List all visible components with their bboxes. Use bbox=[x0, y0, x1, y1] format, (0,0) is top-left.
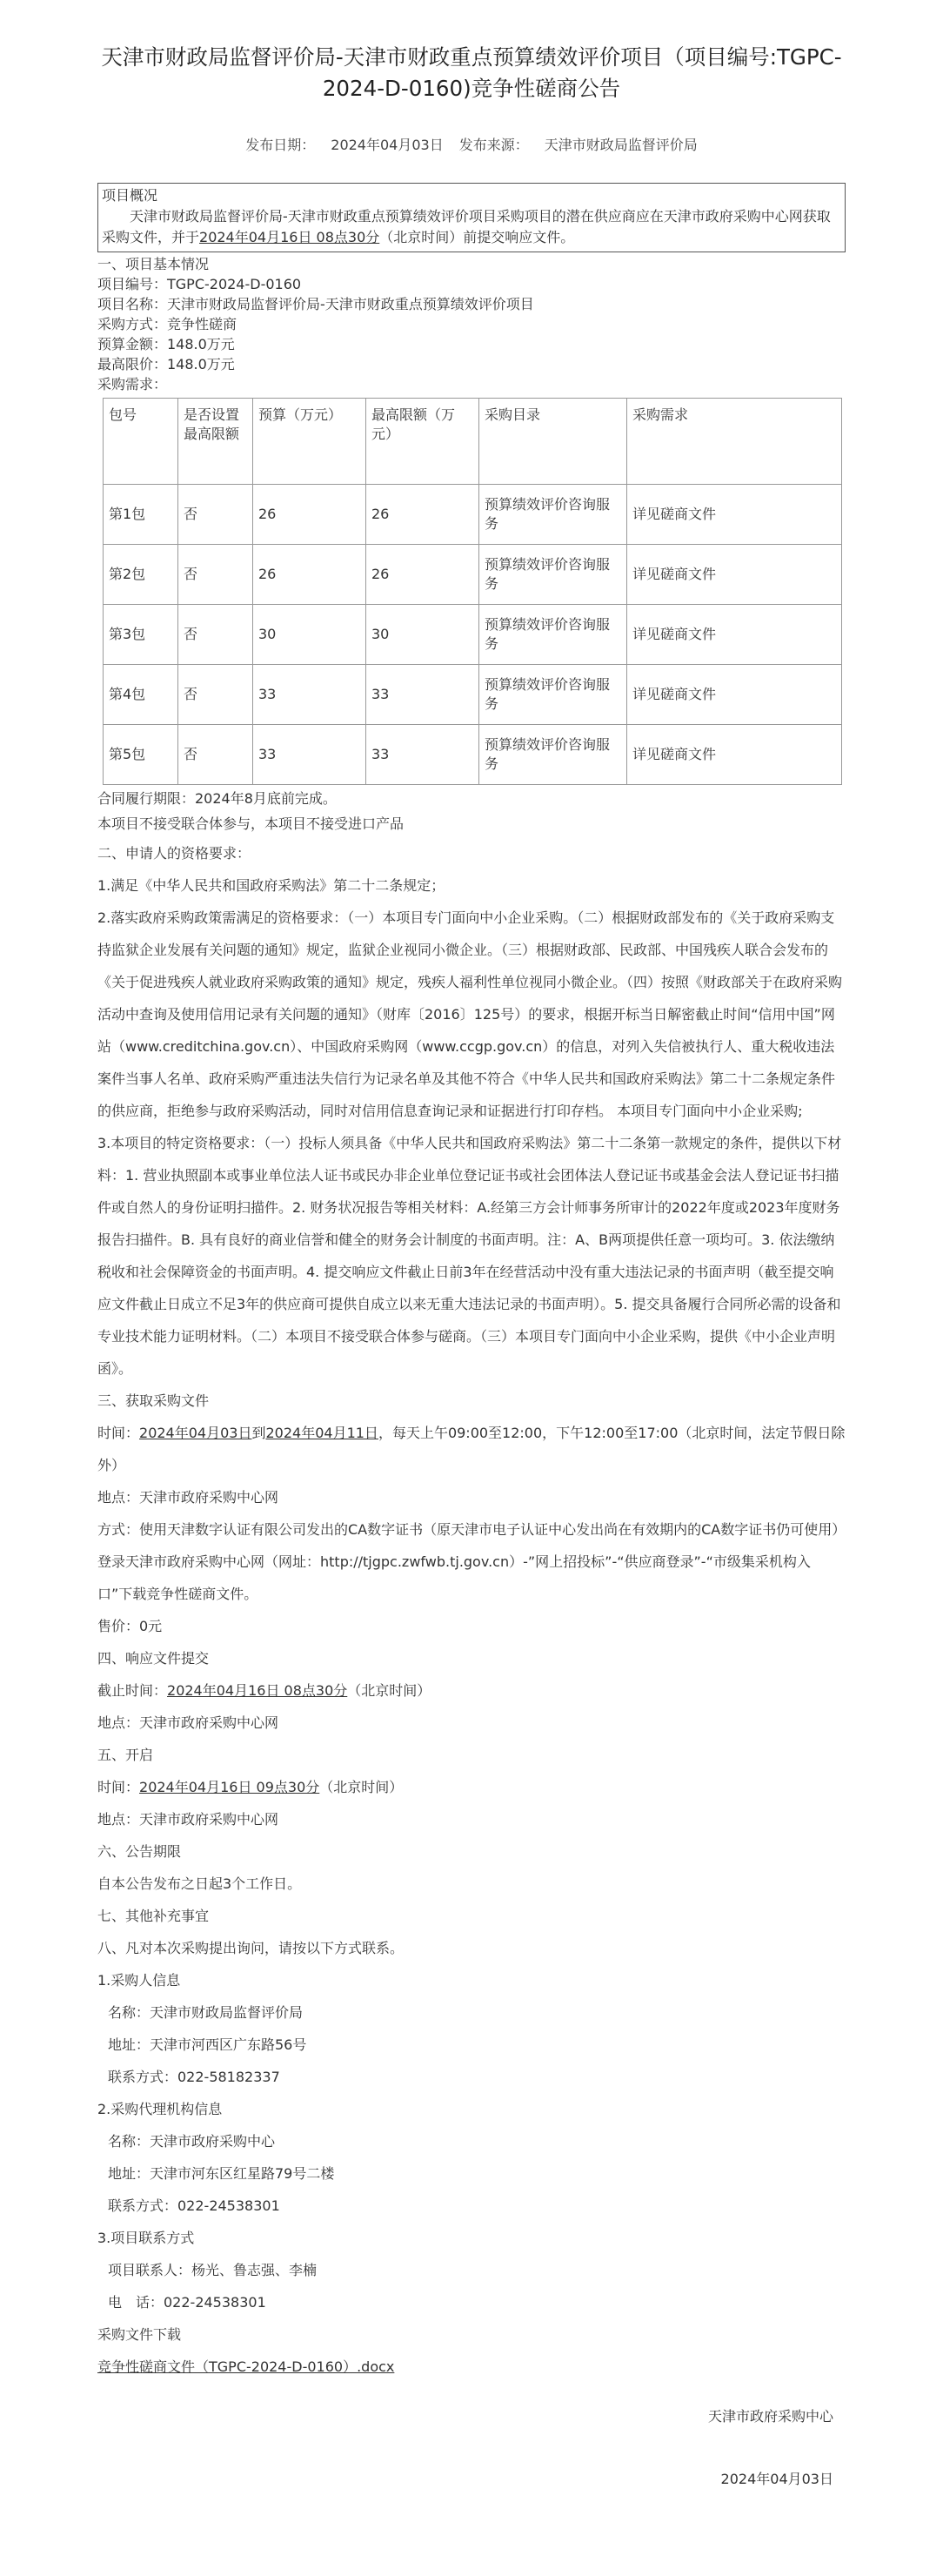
table-cell: 33 bbox=[366, 665, 479, 725]
section-heading: 二、申请人的资格要求： bbox=[97, 845, 251, 862]
table-cell: 详见磋商文件 bbox=[627, 725, 842, 785]
project-contact-people: 项目联系人：杨光、鲁志强、李楠 bbox=[108, 2262, 318, 2278]
table-cell: 33 bbox=[253, 665, 366, 725]
publish-meta bbox=[97, 136, 846, 155]
section-basic-info bbox=[97, 254, 846, 394]
table-header-cell: 最高限额（万元） bbox=[366, 399, 479, 485]
section-heading: 八、凡对本次采购提出询问，请按以下方式联系。 bbox=[97, 1940, 405, 1956]
agent-heading: 2.采购代理机构信息 bbox=[97, 2101, 223, 2117]
consortium-note: 本项目不接受联合体参与，本项目不接受进口产品 bbox=[97, 815, 405, 832]
table-cell: 第2包 bbox=[104, 545, 178, 605]
table-cell: 否 bbox=[178, 665, 253, 725]
submission-place: 地点：天津市政府采购中心网 bbox=[97, 1714, 279, 1731]
section-obtain-documents bbox=[97, 1385, 846, 1642]
table-header-row bbox=[104, 399, 842, 485]
section-opening bbox=[97, 1739, 846, 1835]
table-cell: 否 bbox=[178, 485, 253, 545]
table-cell: 详见磋商文件 bbox=[627, 665, 842, 725]
overview-heading: 项目概况 bbox=[102, 187, 158, 204]
table-cell: 详见磋商文件 bbox=[627, 545, 842, 605]
agent-address: 地址：天津市河东区红星路79号二楼 bbox=[108, 2165, 335, 2182]
budget-amount: 预算金额：148.0万元 bbox=[97, 336, 235, 352]
table-row bbox=[104, 485, 842, 545]
buyer-name: 名称：天津市财政局监督评价局 bbox=[108, 2004, 304, 2021]
publish-source: 发布来源： 天津市财政局监督评价局 bbox=[458, 137, 698, 153]
procurement-method: 采购方式：竞争性磋商 bbox=[97, 316, 237, 332]
section-heading: 三、获取采购文件 bbox=[97, 1392, 210, 1409]
table-cell: 33 bbox=[253, 725, 366, 785]
notice-period-text: 自本公告发布之日起3个工作日。 bbox=[97, 1875, 302, 1892]
agent-name: 名称：天津市政府采购中心 bbox=[108, 2133, 276, 2150]
footer-org: 天津市政府采购中心 bbox=[707, 2408, 833, 2425]
obtain-price: 售价：0元 bbox=[97, 1618, 163, 1634]
project-contact-phone: 电 话：022-24538301 bbox=[108, 2294, 266, 2311]
section-download bbox=[97, 2318, 846, 2383]
table-cell: 30 bbox=[253, 605, 366, 665]
footer-date: 2024年04月03日 bbox=[720, 2471, 833, 2487]
agent-phone: 联系方式：022-24538301 bbox=[108, 2197, 280, 2214]
table-cell: 30 bbox=[366, 605, 479, 665]
table-cell: 26 bbox=[366, 485, 479, 545]
table-row bbox=[104, 605, 842, 665]
section-qualification bbox=[97, 837, 846, 1385]
section-contact bbox=[97, 1932, 846, 2318]
max-price: 最高限价：148.0万元 bbox=[97, 356, 235, 372]
obtain-place: 地点：天津市政府采购中心网 bbox=[97, 1489, 279, 1506]
obtain-time: 时间：2024年04月03日到2024年04月11日，每天上午09:00至12:00，下午12:00至17:00（北京时间，法定节假日除外） bbox=[97, 1425, 846, 1473]
section-heading: 七、其他补充事宜 bbox=[97, 1908, 210, 1924]
notice-page bbox=[97, 0, 846, 2492]
table-header-cell: 包号 bbox=[104, 399, 178, 485]
table-cell: 26 bbox=[366, 545, 479, 605]
table-cell: 否 bbox=[178, 545, 253, 605]
table-cell: 否 bbox=[178, 605, 253, 665]
table-cell: 详见磋商文件 bbox=[627, 485, 842, 545]
table-cell: 详见磋商文件 bbox=[627, 605, 842, 665]
table-cell: 26 bbox=[253, 545, 366, 605]
project-name: 项目名称：天津市财政局监督评价局-天津市财政重点预算绩效评价项目 bbox=[97, 296, 534, 312]
project-number: 项目编号：TGPC-2024-D-0160 bbox=[97, 276, 302, 292]
page-title: 天津市财政局监督评价局-天津市财政重点预算绩效评价项目（项目编号:TGPC-2024-D-0160)竞争性磋商公告 bbox=[101, 44, 842, 101]
section-heading: 六、公告期限 bbox=[97, 1843, 182, 1860]
table-cell: 第3包 bbox=[104, 605, 178, 665]
table-row bbox=[104, 665, 842, 725]
table-cell: 第4包 bbox=[104, 665, 178, 725]
table-cell: 预算绩效评价咨询服务 bbox=[479, 485, 627, 545]
table-row bbox=[104, 545, 842, 605]
table-cell: 33 bbox=[366, 725, 479, 785]
section-heading: 五、开启 bbox=[97, 1747, 154, 1763]
procurement-needs-label: 采购需求： bbox=[97, 376, 168, 392]
table-cell: 26 bbox=[253, 485, 366, 545]
table-row bbox=[104, 725, 842, 785]
buyer-phone: 联系方式：022-58182337 bbox=[108, 2069, 280, 2085]
opening-time: 时间：2024年04月16日 09点30分（北京时间） bbox=[97, 1779, 404, 1795]
buyer-heading: 1.采购人信息 bbox=[97, 1972, 181, 1989]
table-cell: 预算绩效评价咨询服务 bbox=[479, 665, 627, 725]
table-header-cell: 采购需求 bbox=[627, 399, 842, 485]
section-heading: 一、项目基本情况 bbox=[97, 256, 210, 272]
qualification-item-1: 1.满足《中华人民共和国政府采购法》第二十二条规定； bbox=[97, 877, 445, 894]
table-header-cell: 是否设置最高限额 bbox=[178, 399, 253, 485]
section-heading: 四、响应文件提交 bbox=[97, 1650, 210, 1667]
table-cell: 预算绩效评价咨询服务 bbox=[479, 545, 627, 605]
table-cell: 第5包 bbox=[104, 725, 178, 785]
table-cell: 预算绩效评价咨询服务 bbox=[479, 725, 627, 785]
download-heading: 采购文件下载 bbox=[97, 2326, 182, 2343]
contract-period: 合同履行期限：2024年8月底前完成。 bbox=[97, 790, 337, 807]
qualification-item-3: 3.本项目的特定资格要求：（一）投标人须具备《中华人民共和国政府采购法》第二十二条第一款规定的条件，提供以下材料：1. 营业执照副本或事业单位法人证书或民办非企业单位登记证书或社会团体法人登记证书或基金会法人登记证书扫描件或自然人的身份证明扫描件。2. 财务状况报告等相关材料：A.经第三方会计师事务所审计的2022年度或2023年度财务报告扫描件。B. 具有良好的商业信誉和健全的财务会计制度的书面声明。注：A、B两项提供任意一项均可。3. 依法缴纳税收和社会保障资金的书面声明。4. 提交响应文件截止日前3年在经营活动中没有重大违法记录的书面声明（截至提交响应文件截止日成立不足3年的供应商可提供自成立以来无重大违法记录的书面声明）。5. 提交具备履行合同所必需的设备和专业技术能力证明材料。（二）本项目不接受联合体参与磋商。（三）本项目专门面向中小企业采购，提供《中小企业声明函》。 bbox=[97, 1135, 842, 1377]
overview-deadline: 2024年04月16日 08点30分 bbox=[199, 229, 380, 245]
table-header-cell: 采购目录 bbox=[479, 399, 627, 485]
download-item bbox=[97, 2351, 846, 2383]
submission-deadline: 截止时间：2024年04月16日 08点30分（北京时间） bbox=[97, 1682, 431, 1699]
section-notice-period bbox=[97, 1835, 846, 1900]
opening-place: 地点：天津市政府采购中心网 bbox=[97, 1811, 279, 1828]
section-submission bbox=[97, 1642, 846, 1739]
buyer-address: 地址：天津市河西区广东路56号 bbox=[108, 2036, 307, 2053]
obtain-method: 方式：使用天津数字认证有限公司发出的CA数字证书（原天津市电子认证中心发出尚在有效期内的CA数字证书仍可使用）登录天津市政府采购中心网（网址：http://tjgpc.zwfwb.tj.gov.cn）-”网上招投标”-“供应商登录”-“市级集采机构入口”下载竞争性磋商文件。 bbox=[97, 1521, 839, 1602]
table-cell: 第1包 bbox=[104, 485, 178, 545]
table-cell: 否 bbox=[178, 725, 253, 785]
table-cell: 预算绩效评价咨询服务 bbox=[479, 605, 627, 665]
publish-date: 发布日期： 2024年04月03日 bbox=[245, 137, 444, 153]
document-download-link[interactable]: 竞争性磋商文件（TGPC-2024-D-0160）.docx bbox=[97, 2358, 395, 2375]
table-header-cell: 预算（万元） bbox=[253, 399, 366, 485]
overview-text: 天津市财政局监督评价局-天津市财政重点预算绩效评价项目采购项目的潜在供应商应在天津市政府采购中心网获取采购文件，并于2024年04月16日 08点30分（北京时间）前提交响应文件。 bbox=[102, 208, 831, 245]
project-contact-heading: 3.项目联系方式 bbox=[97, 2230, 195, 2246]
section-other bbox=[97, 1900, 846, 1932]
package-table bbox=[103, 398, 842, 785]
qualification-item-2: 2.落实政府采购政策需满足的资格要求：（一）本项目专门面向中小企业采购。（二）根据财政部发布的《关于政府采购支持监狱企业发展有关问题的通知》规定，监狱企业视同小微企业。（三）根据财政部、民政部、中国残疾人联合会发布的《关于促进残疾人就业政府采购政策的通知》规定，残疾人福利性单位视同小微企业。（四）按照《财政部关于在政府采购活动中查询及使用信用记录有关问题的通知》（财库〔2016〕125号）的要求，根据开标当日解密截止时间“信用中国”网站（www.creditchina.gov.cn）、中国政府采购网（www.ccgp.gov.cn）的信息，对列入失信被执行人、重大税收违法案件当事人名单、政府采购严重违法失信行为记录名单及其他不符合《中华人民共和国政府采购法》第二十二条规定条件的供应商，拒绝参与政府采购活动，同时对信用信息查询记录和证据进行打印存档。 本项目专门面向中小企业采购; bbox=[97, 909, 843, 1119]
project-overview-box bbox=[97, 183, 846, 252]
